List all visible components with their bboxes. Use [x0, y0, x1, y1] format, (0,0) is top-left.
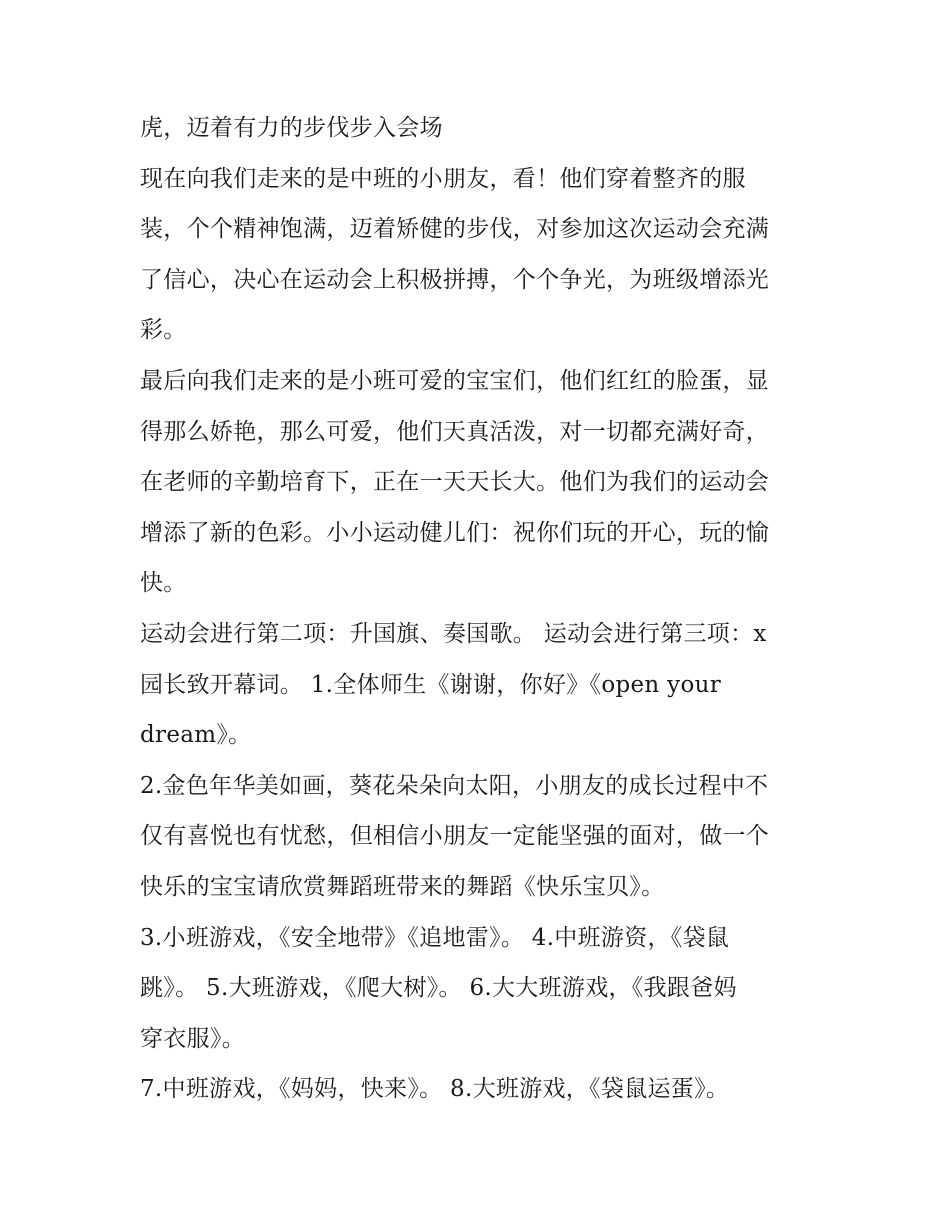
document-body [140, 103, 815, 1115]
text-line: 仅有喜悦也有忧愁，但相信小朋友一定能坚强的面对，做一个 [140, 823, 770, 850]
text-line: 3.小班游戏，《安全地带》《追地雷》。 4.中班游资，《袋鼠 [140, 924, 730, 951]
text-line: 虎，迈着有力的步伐步入会场 [140, 115, 443, 141]
text-line: 在老师的辛勤培育下，正在一天天长大。他们为我们的运动会 [140, 469, 770, 496]
text-line: 增添了新的色彩。小小运动健儿们：祝你们玩的开心，玩的愉 [140, 519, 770, 546]
text-line: 快乐的宝宝请欣赏舞蹈班带来的舞蹈《快乐宝贝》。 [140, 873, 665, 900]
text-line: 得那么娇艳，那么可爱，他们天真活泼，对一切都充满好奇， [140, 418, 770, 445]
text-line: 7.中班游戏，《妈妈，快来》。 8.大班游戏，《袋鼠运蛋》。 [140, 1076, 730, 1103]
text-line: 园长致开幕词。 1.全体师生《谢谢，你好》《open your [140, 671, 722, 698]
text-line: 最后向我们走来的是小班可爱的宝宝们，他们红红的脸蛋，显 [140, 367, 770, 394]
text-line: 运动会进行第二项：升国旗、奏国歌。 运动会进行第三项：x [140, 620, 767, 647]
text-line: 了信心，决心在运动会上积极拼搏，个个争光，为班级增添光 [140, 266, 770, 293]
text-line: 彩。 [140, 317, 187, 344]
text-line: 穿衣服》。 [140, 1025, 245, 1052]
text-line: 快。 [140, 570, 187, 597]
text-line: 跳》。 5.大班游戏，《爬大树》。 6.大大班游戏，《我跟爸妈 [140, 975, 737, 1002]
text-line: dream》。 [140, 722, 252, 749]
text-line: 现在向我们走来的是中班的小朋友，看！他们穿着整齐的服 [140, 165, 746, 192]
text-line: 2.金色年华美如画，葵花朵朵向太阳，小朋友的成长过程中不 [140, 772, 769, 799]
text-line: 装，个个精神饱满，迈着矫健的步伐，对参加这次运动会充满 [140, 216, 770, 243]
